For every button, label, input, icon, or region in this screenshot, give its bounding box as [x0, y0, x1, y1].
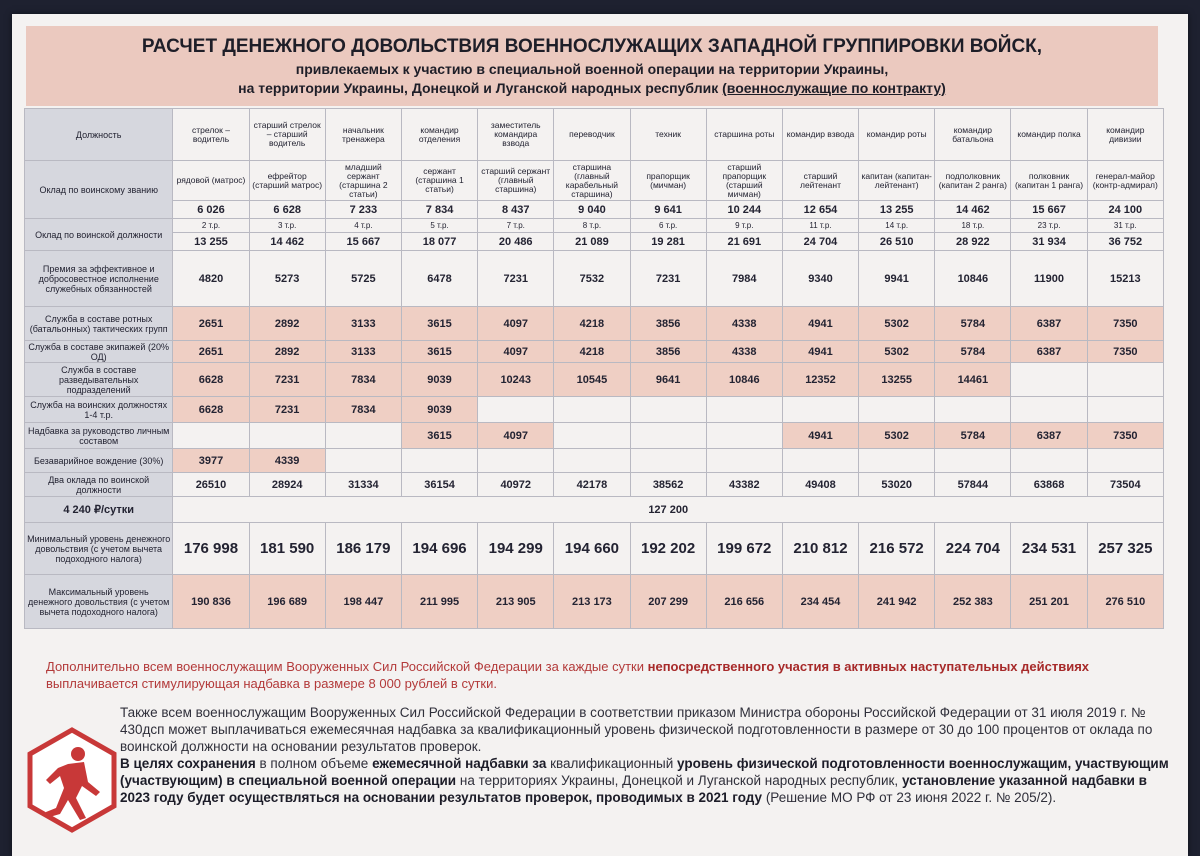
- posts-cell: [859, 397, 935, 423]
- rank-cell: ефрейтор (старший матрос): [249, 161, 325, 201]
- recon-cell: [1011, 363, 1087, 397]
- info-paragraph-1: Также всем военнослужащим Вооруженных Сил Российской Федерации в соответствии приказом Министра обороны Российской Федерации от 31 июля 2019 г. № 430дсп может выплачиваться ежемесячная надбавка за квалификационный уровень физической подготовленности в размере от 30 до 100 процентов от оклада по воинской должности на основании результатов проверок.: [120, 705, 1153, 754]
- two-salaries-cell: 49408: [782, 473, 858, 497]
- crew-cell: 3133: [325, 341, 401, 363]
- position-cell: командир роты: [859, 109, 935, 161]
- safe-cell: [325, 449, 401, 473]
- two-salaries-cell: 53020: [859, 473, 935, 497]
- btg-cell: 4941: [782, 307, 858, 341]
- bonus-cell: 9941: [859, 251, 935, 307]
- salary-pos-cell: 28 922: [935, 233, 1011, 251]
- btg-cell: 4338: [706, 307, 782, 341]
- recon-cell: 12352: [782, 363, 858, 397]
- recon-cell: 7231: [249, 363, 325, 397]
- salary-pos-cell: 15 667: [325, 233, 401, 251]
- btg-cell: 3615: [401, 307, 477, 341]
- salary-rank-cell: 12 654: [782, 201, 858, 219]
- max-cell: 241 942: [859, 575, 935, 629]
- max-cell: 198 447: [325, 575, 401, 629]
- two-salaries-cell: 73504: [1087, 473, 1163, 497]
- max-cell: 251 201: [1011, 575, 1087, 629]
- position-cell: заместитель командира взвода: [478, 109, 554, 161]
- bonus-cell: 7231: [478, 251, 554, 307]
- position-cell: начальник тренажера: [325, 109, 401, 161]
- btg-cell: 5784: [935, 307, 1011, 341]
- salary-rank-cell: 9 040: [554, 201, 630, 219]
- bonus-cell: 7231: [630, 251, 706, 307]
- position-cell: техник: [630, 109, 706, 161]
- safe-cell: [935, 449, 1011, 473]
- recon-label: Служба в составе разведывательных подразделений: [25, 363, 173, 397]
- salary-rank-cell: 9 641: [630, 201, 706, 219]
- recon-cell: 7834: [325, 363, 401, 397]
- salary-rank-cell: 15 667: [1011, 201, 1087, 219]
- leadership-cell: [325, 423, 401, 449]
- recon-cell: 10545: [554, 363, 630, 397]
- max-cell: 234 454: [782, 575, 858, 629]
- btg-cell: 2892: [249, 307, 325, 341]
- recon-row: [25, 363, 1164, 397]
- crew-cell: 4218: [554, 341, 630, 363]
- min-cell: 181 590: [249, 523, 325, 575]
- max-cell: 211 995: [401, 575, 477, 629]
- leadership-cell: [173, 423, 249, 449]
- safe-cell: [1011, 449, 1087, 473]
- daily-label: 4 240 ₽/сутки: [25, 497, 173, 523]
- max-cell: 276 510: [1087, 575, 1163, 629]
- btg-cell: 4218: [554, 307, 630, 341]
- min-cell: 186 179: [325, 523, 401, 575]
- max-cell: 213 905: [478, 575, 554, 629]
- two-salaries-cell: 31334: [325, 473, 401, 497]
- posts-cell: [554, 397, 630, 423]
- leadership-cell: 4941: [782, 423, 858, 449]
- tariff-cell: 4 т.р.: [325, 219, 401, 233]
- bonus-cell: 15213: [1087, 251, 1163, 307]
- rank-row: [25, 161, 1164, 201]
- two-salaries-cell: 38562: [630, 473, 706, 497]
- tariff-cell: 6 т.р.: [630, 219, 706, 233]
- min-cell: 199 672: [706, 523, 782, 575]
- max-row: [25, 575, 1164, 629]
- tariff-row: [25, 219, 1164, 233]
- position-cell: командир дивизии: [1087, 109, 1163, 161]
- position-cell: старший стрелок – старший водитель: [249, 109, 325, 161]
- safe-cell: 4339: [249, 449, 325, 473]
- two-salaries-cell: 36154: [401, 473, 477, 497]
- safe-label: Безаварийное вождение (30%): [25, 449, 173, 473]
- salary-pos-cell: 36 752: [1087, 233, 1163, 251]
- two-salaries-cell: 40972: [478, 473, 554, 497]
- min-cell: 210 812: [782, 523, 858, 575]
- two-salaries-cell: 43382: [706, 473, 782, 497]
- salary-pos-cell: 26 510: [859, 233, 935, 251]
- safe-cell: [782, 449, 858, 473]
- max-cell: 252 383: [935, 575, 1011, 629]
- rank-cell: полковник (капитан 1 ранга): [1011, 161, 1087, 201]
- max-cell: 213 173: [554, 575, 630, 629]
- leadership-cell: [249, 423, 325, 449]
- document-header: [26, 26, 1158, 106]
- salary-rank-cell: 7 834: [401, 201, 477, 219]
- leadership-cell: [706, 423, 782, 449]
- safe-cell: [1087, 449, 1163, 473]
- min-cell: 234 531: [1011, 523, 1087, 575]
- salary-rank-cell: 8 437: [478, 201, 554, 219]
- leadership-cell: [630, 423, 706, 449]
- leadership-cell: 7350: [1087, 423, 1163, 449]
- max-cell: 207 299: [630, 575, 706, 629]
- posts-cell: [782, 397, 858, 423]
- posts-cell: [478, 397, 554, 423]
- rank-cell: прапорщик (мичман): [630, 161, 706, 201]
- crew-row: [25, 341, 1164, 363]
- crew-cell: 2892: [249, 341, 325, 363]
- bonus-cell: 9340: [782, 251, 858, 307]
- recon-cell: 10846: [706, 363, 782, 397]
- min-cell: 257 325: [1087, 523, 1163, 575]
- rank-cell: генерал-майор (контр-адмирал): [1087, 161, 1163, 201]
- rank-cell: старший сержант (главный старшина): [478, 161, 554, 201]
- recon-cell: 10243: [478, 363, 554, 397]
- salary-rank-cell: 24 100: [1087, 201, 1163, 219]
- tariff-cell: 14 т.р.: [859, 219, 935, 233]
- tariff-cell: 5 т.р.: [401, 219, 477, 233]
- posts-cell: [1087, 397, 1163, 423]
- salary-rank-cell: 6 628: [249, 201, 325, 219]
- recon-cell: 9039: [401, 363, 477, 397]
- salary-rank-row: [25, 201, 1164, 219]
- daily-row: [25, 497, 1164, 523]
- bonus-cell: 7532: [554, 251, 630, 307]
- rank-cell: старшина (главный карабельный старшина): [554, 161, 630, 201]
- safe-row: [25, 449, 1164, 473]
- position-cell: старшина роты: [706, 109, 782, 161]
- notes-red: [46, 658, 1166, 692]
- posts-cell: 9039: [401, 397, 477, 423]
- bonus-cell: 5725: [325, 251, 401, 307]
- posts-cell: [630, 397, 706, 423]
- two-salaries-cell: 57844: [935, 473, 1011, 497]
- rank-cell: старший прапорщик (старший мичман): [706, 161, 782, 201]
- btg-cell: 3133: [325, 307, 401, 341]
- min-cell: 192 202: [630, 523, 706, 575]
- max-label: Максимальный уровень денежного довольствия (с учетом вычета подоходного налога): [25, 575, 173, 629]
- tariff-cell: 9 т.р.: [706, 219, 782, 233]
- position-label: Должность: [25, 109, 173, 161]
- crew-cell: 3615: [401, 341, 477, 363]
- salary-pos-cell: 18 077: [401, 233, 477, 251]
- salary-pos-row: [25, 233, 1164, 251]
- min-cell: 224 704: [935, 523, 1011, 575]
- salary-pos-cell: 19 281: [630, 233, 706, 251]
- rank-cell: сержант (старшина 1 статьи): [401, 161, 477, 201]
- crew-cell: 4941: [782, 341, 858, 363]
- safe-cell: [554, 449, 630, 473]
- min-cell: 176 998: [173, 523, 249, 575]
- min-cell: 194 660: [554, 523, 630, 575]
- btg-cell: 5302: [859, 307, 935, 341]
- salary-pos-cell: 24 704: [782, 233, 858, 251]
- tariff-cell: 2 т.р.: [173, 219, 249, 233]
- crew-cell: 4097: [478, 341, 554, 363]
- tariff-cell: 18 т.р.: [935, 219, 1011, 233]
- tariff-cell: 8 т.р.: [554, 219, 630, 233]
- two-salaries-row: [25, 473, 1164, 497]
- min-row: [25, 523, 1164, 575]
- position-cell: командир отделения: [401, 109, 477, 161]
- leadership-cell: 6387: [1011, 423, 1087, 449]
- title-line-3: на территории Украины, Донецкой и Луганской народных республик (военнослужащие по контракту): [238, 80, 946, 96]
- runner-hexagon-icon: [24, 726, 120, 834]
- safe-cell: [706, 449, 782, 473]
- rank-cell: подполковник (капитан 2 ранга): [935, 161, 1011, 201]
- safe-cell: [401, 449, 477, 473]
- salary-pos-cell: 21 089: [554, 233, 630, 251]
- bonus-label: Премия за эффективное и добросовестное исполнение служебных обязанностей: [25, 251, 173, 307]
- position-cell: командир полка: [1011, 109, 1087, 161]
- title-line-2: привлекаемых к участию в специальной военной операции на территории Украины,: [295, 61, 889, 77]
- leadership-label: Надбавка за руководство личным составом: [25, 423, 173, 449]
- tariff-cell: 11 т.р.: [782, 219, 858, 233]
- bonus-cell: 6478: [401, 251, 477, 307]
- crew-cell: 3856: [630, 341, 706, 363]
- btg-cell: 3856: [630, 307, 706, 341]
- two-salaries-cell: 42178: [554, 473, 630, 497]
- posts-cell: [706, 397, 782, 423]
- min-cell: 216 572: [859, 523, 935, 575]
- crew-cell: 2651: [173, 341, 249, 363]
- recon-cell: 14461: [935, 363, 1011, 397]
- posts-cell: 7231: [249, 397, 325, 423]
- min-cell: 194 696: [401, 523, 477, 575]
- salary-rank-cell: 10 244: [706, 201, 782, 219]
- position-cell: командир взвода: [782, 109, 858, 161]
- crew-cell: 4338: [706, 341, 782, 363]
- recon-cell: 6628: [173, 363, 249, 397]
- btg-row: [25, 307, 1164, 341]
- bonus-cell: 4820: [173, 251, 249, 307]
- salary-pos-cell: 20 486: [478, 233, 554, 251]
- btg-cell: 2651: [173, 307, 249, 341]
- salary-rank-cell: 14 462: [935, 201, 1011, 219]
- position-cell: переводчик: [554, 109, 630, 161]
- info-paragraph-2: В целях сохранения в полном объеме ежемесячной надбавки за квалификационный уровень физической подготовленности военнослужащим, участвующим (участвующим) в специальной военной операции на территориях Украины, Донецкой и Луганской народных республик, установление указанной надбавки в 2023 году будет осуществляться на основании результатов проверок, проводимых в 2021 году (Решение МО РФ от 23 июня 2022 г. № 205/2).: [120, 756, 1169, 805]
- leadership-cell: 5784: [935, 423, 1011, 449]
- position-row: [25, 109, 1164, 161]
- leadership-cell: [554, 423, 630, 449]
- tariff-cell: 31 т.р.: [1087, 219, 1163, 233]
- bonus-cell: 7984: [706, 251, 782, 307]
- salary-pos-cell: 14 462: [249, 233, 325, 251]
- min-label: Минимальный уровень денежного довольствия (с учетом вычета подоходного налога): [25, 523, 173, 575]
- rank-cell: старший лейтенант: [782, 161, 858, 201]
- leadership-cell: 5302: [859, 423, 935, 449]
- safe-cell: 3977: [173, 449, 249, 473]
- tariff-cell: 7 т.р.: [478, 219, 554, 233]
- bonus-cell: 5273: [249, 251, 325, 307]
- posts-cell: [1011, 397, 1087, 423]
- posts-cell: 6628: [173, 397, 249, 423]
- safe-cell: [478, 449, 554, 473]
- leadership-row: [25, 423, 1164, 449]
- crew-label: Служба в составе экипажей (20% ОД): [25, 341, 173, 363]
- crew-cell: 5784: [935, 341, 1011, 363]
- safe-cell: [630, 449, 706, 473]
- info-text: [120, 704, 1170, 806]
- salary-pos-cell: 21 691: [706, 233, 782, 251]
- tariff-cell: 3 т.р.: [249, 219, 325, 233]
- rank-cell: рядовой (матрос): [173, 161, 249, 201]
- btg-cell: 6387: [1011, 307, 1087, 341]
- daily-value: 127 200: [173, 497, 1164, 523]
- max-cell: 216 656: [706, 575, 782, 629]
- two-salaries-cell: 28924: [249, 473, 325, 497]
- position-cell: стрелок – водитель: [173, 109, 249, 161]
- bonus-cell: 10846: [935, 251, 1011, 307]
- posts-cell: [935, 397, 1011, 423]
- btg-cell: 7350: [1087, 307, 1163, 341]
- salary-rank-cell: 6 026: [173, 201, 249, 219]
- bonus-row: [25, 251, 1164, 307]
- red-note: Дополнительно всем военнослужащим Вооруженных Сил Российской Федерации за каждые сутки непосредственного участия в активных наступательных действиях выплачивается стимулирующая надбавка в размере 8 000 рублей в сутки.: [46, 659, 1090, 691]
- two-salaries-label: Два оклада по воинской должности: [25, 473, 173, 497]
- max-cell: 196 689: [249, 575, 325, 629]
- leadership-cell: 4097: [478, 423, 554, 449]
- pay-table: [24, 108, 1164, 629]
- recon-cell: 13255: [859, 363, 935, 397]
- tariff-label: Оклад по воинской должности: [25, 219, 173, 251]
- safe-cell: [859, 449, 935, 473]
- title-line-1: РАСЧЕТ ДЕНЕЖНОГО ДОВОЛЬСТВИЯ ВОЕННОСЛУЖАЩИХ ЗАПАДНОЙ ГРУППИРОВКИ ВОЙСК,: [141, 36, 1043, 57]
- salary-rank-cell: 13 255: [859, 201, 935, 219]
- recon-cell: [1087, 363, 1163, 397]
- bonus-cell: 11900: [1011, 251, 1087, 307]
- rank-label: Оклад по воинскому званию: [25, 161, 173, 219]
- two-salaries-cell: 26510: [173, 473, 249, 497]
- rank-cell: младший сержант (старшина 2 статьи): [325, 161, 401, 201]
- recon-cell: 9641: [630, 363, 706, 397]
- salary-rank-cell: 7 233: [325, 201, 401, 219]
- posts-row: [25, 397, 1164, 423]
- min-cell: 194 299: [478, 523, 554, 575]
- leadership-cell: 3615: [401, 423, 477, 449]
- btg-label: Служба в составе ротных (батальонных) тактических групп: [25, 307, 173, 341]
- max-cell: 190 836: [173, 575, 249, 629]
- posts-cell: 7834: [325, 397, 401, 423]
- crew-cell: 5302: [859, 341, 935, 363]
- rank-cell: капитан (капитан-лейтенант): [859, 161, 935, 201]
- tariff-cell: 23 т.р.: [1011, 219, 1087, 233]
- posts-label: Служба на воинских должностях 1-4 т.р.: [25, 397, 173, 423]
- salary-pos-cell: 31 934: [1011, 233, 1087, 251]
- two-salaries-cell: 63868: [1011, 473, 1087, 497]
- crew-cell: 6387: [1011, 341, 1087, 363]
- crew-cell: 7350: [1087, 341, 1163, 363]
- salary-pos-cell: 13 255: [173, 233, 249, 251]
- position-cell: командир батальона: [935, 109, 1011, 161]
- btg-cell: 4097: [478, 307, 554, 341]
